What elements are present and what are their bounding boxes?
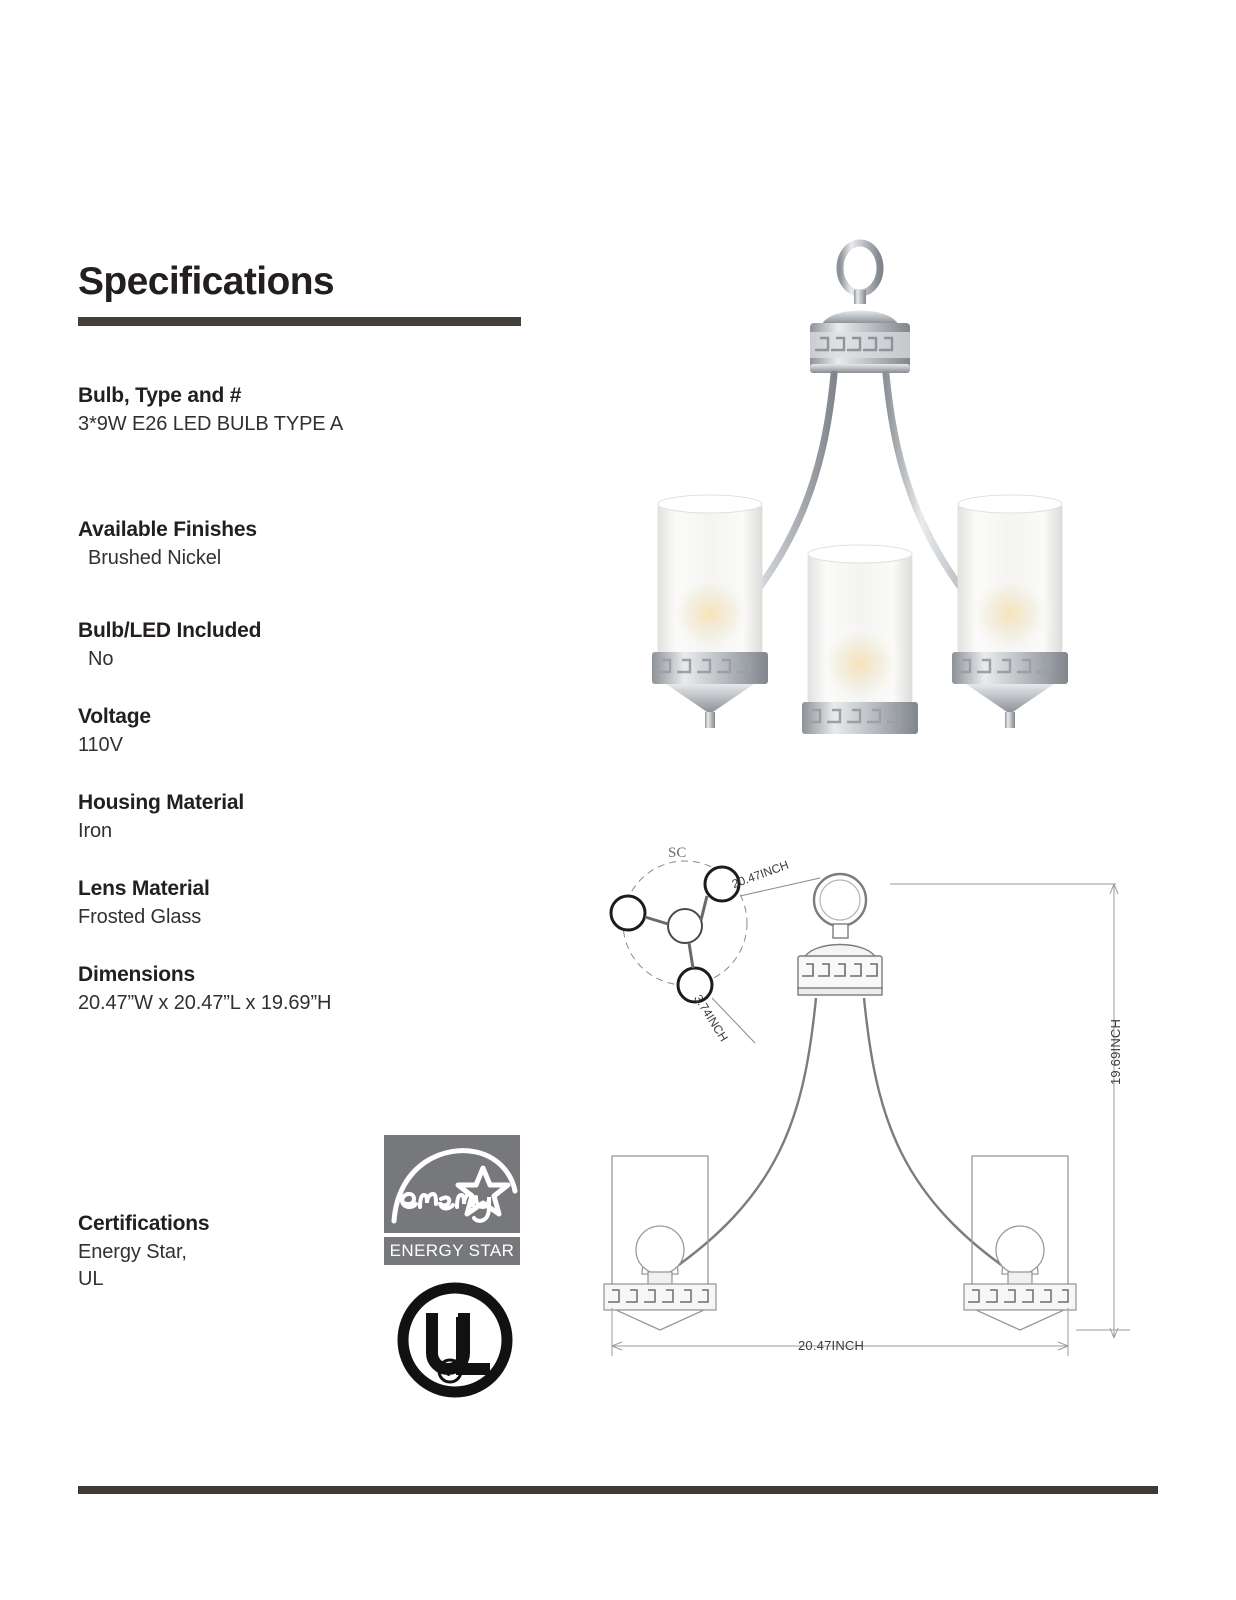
spec-label: Housing Material xyxy=(78,791,244,814)
spec-item-bulb-type xyxy=(78,382,538,438)
certifications-text xyxy=(78,1210,209,1293)
product-photo xyxy=(596,228,1156,768)
spec-value: Frosted Glass xyxy=(78,905,202,928)
energy-star-band-text: ENERGY STAR xyxy=(389,1241,515,1260)
ul-logo xyxy=(396,1281,514,1399)
top-view-label: SC xyxy=(668,845,687,861)
spec-value: Iron xyxy=(78,819,113,842)
energy-star-logo xyxy=(384,1135,520,1265)
spec-list xyxy=(78,364,538,1016)
diameter-callout: 20.47INCH xyxy=(730,857,791,892)
spec-label: Lens Material xyxy=(78,876,210,900)
spec-value: 110V xyxy=(78,734,123,757)
spec-value: No xyxy=(88,648,114,671)
spec-label: Bulb, Type and # xyxy=(78,383,242,407)
technical-drawing xyxy=(590,838,1170,1378)
certifications-value-line1: Energy Star, xyxy=(78,1240,187,1263)
certifications-label: Certifications xyxy=(78,1212,210,1235)
spec-label: Bulb/LED Included xyxy=(78,619,262,643)
page-title: Specifications xyxy=(78,260,335,303)
width-dimension-label: 20.47INCH xyxy=(798,1338,865,1353)
spec-label: Voltage xyxy=(78,705,151,729)
spec-label: Dimensions xyxy=(78,962,196,986)
spec-value: 20.47”W x 20.47”L x 19.69”H xyxy=(78,991,332,1014)
spec-item-lens-material xyxy=(78,875,538,931)
shade-callout: 3.74INCH xyxy=(691,992,731,1045)
footer-divider xyxy=(78,1486,1158,1494)
specifications-column xyxy=(78,262,538,1020)
spec-item-bulb-included xyxy=(78,617,538,673)
certification-logos xyxy=(384,1135,520,1399)
height-dimension-label: 19.69INCH xyxy=(1108,1018,1123,1085)
spec-item-dimensions xyxy=(78,961,538,1017)
spec-value: 3*9W E26 LED BULB TYPE A xyxy=(78,412,344,435)
spec-value: Brushed Nickel xyxy=(88,546,222,569)
energy-star-icon xyxy=(384,1135,520,1233)
title-divider xyxy=(78,317,521,326)
spec-item-housing-material xyxy=(78,789,538,845)
spec-label: Available Finishes xyxy=(78,517,257,541)
energy-star-band xyxy=(384,1237,520,1265)
spec-item-voltage xyxy=(78,703,538,759)
spec-item-available-finishes xyxy=(78,516,538,572)
svg-text:F: F xyxy=(446,1364,454,1379)
certifications-value-line2: UL xyxy=(78,1267,104,1290)
